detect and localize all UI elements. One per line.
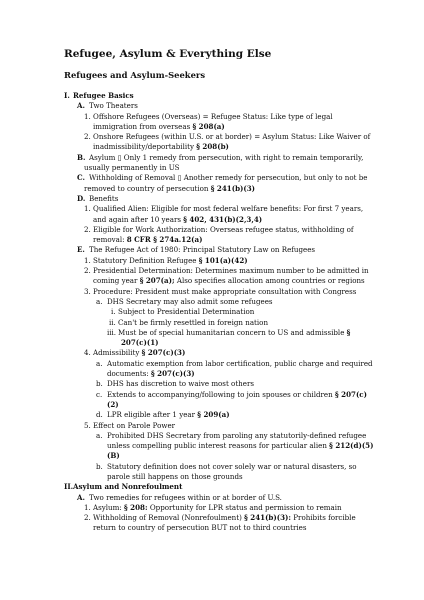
- text-run: Extends to accompanying/following to join spouses or children: [107, 389, 335, 399]
- list-marker: A.: [77, 492, 85, 502]
- text-run: Automatic exemption from labor certification, public charge and required: [107, 358, 373, 368]
- outline-line: [0, 431, 424, 441]
- outline-line: [0, 245, 424, 255]
- outline-line: [0, 225, 424, 235]
- citation-text: (2): [107, 399, 119, 409]
- citation-text: § 208:: [123, 502, 148, 512]
- citation-text: § 209(a): [197, 410, 230, 420]
- text-run: LPR eligible after 1 year: [107, 410, 198, 420]
- outline-line: [0, 132, 424, 142]
- line-text: [84, 163, 180, 173]
- text-run: Eligible for Work Authorization: Overseas refugee status, withholding of: [93, 224, 354, 234]
- outline-line: [0, 153, 424, 163]
- line-text: [93, 503, 342, 513]
- list-marker: C.: [77, 173, 85, 183]
- outline-line: [0, 410, 424, 420]
- outline-line: [0, 163, 424, 173]
- line-text: [93, 421, 175, 431]
- outline-line: [0, 142, 424, 152]
- text-run: Statutory Definition Refugee: [93, 255, 199, 265]
- text-run: DHS has discretion to waive most others: [107, 379, 254, 389]
- list-marker: d.: [96, 410, 103, 420]
- outline-line: [0, 493, 424, 503]
- text-run: inadmissibility/deportability: [93, 142, 197, 152]
- line-text: [107, 451, 120, 461]
- list-marker: c.: [96, 389, 103, 399]
- line-text: [107, 359, 373, 369]
- citation-text: § 207(c): [334, 389, 367, 399]
- outline-line: [0, 256, 424, 266]
- outline-line: [0, 379, 424, 389]
- outline-line: [0, 328, 424, 338]
- text-run: Effect on Parole Power: [93, 420, 176, 430]
- line-text: [93, 122, 225, 132]
- line-text: [93, 112, 333, 122]
- list-marker: 2.: [84, 132, 91, 142]
- line-text: [93, 225, 354, 235]
- outline-line: [0, 318, 424, 328]
- list-marker: 1.: [84, 111, 91, 121]
- text-run: return to country of persecution BUT not to third countries: [93, 523, 307, 533]
- citation-text: Asylum and Nonrefoulment: [73, 482, 183, 492]
- line-text: [107, 400, 119, 410]
- text-run: Must be of special humanitarian concern to US and admissible: [118, 327, 347, 337]
- citation-text: Refugee Basics: [73, 91, 134, 100]
- text-run: documents:: [107, 369, 151, 379]
- text-run: Withholding of Removal ▯ Another remedy for persecution, but only to not be: [89, 173, 368, 183]
- line-text: [107, 472, 243, 482]
- outline-line: [0, 359, 424, 369]
- outline-line: [0, 462, 424, 472]
- text-run: DHS Secretary may also admit some refugees: [107, 296, 273, 306]
- list-marker: 2.: [84, 513, 91, 523]
- line-text: [93, 523, 306, 533]
- list-marker: i.: [111, 307, 116, 317]
- list-marker: 4.: [84, 348, 91, 358]
- outline-line: [0, 266, 424, 276]
- outline-line: [0, 513, 424, 523]
- text-run: Admissibility: [93, 348, 142, 358]
- list-marker: 2.: [84, 266, 91, 276]
- text-run: Prohibits forcible: [291, 513, 356, 523]
- list-marker: 1.: [84, 255, 91, 265]
- text-run: Prohibited DHS Secretary from paroling any statutorily-defined refugee: [107, 430, 367, 440]
- outline-line: [0, 184, 424, 194]
- line-text: [89, 194, 118, 204]
- list-marker: B.: [77, 152, 86, 162]
- text-run: Also specifies allocation among countries or regions: [174, 276, 365, 286]
- line-text: [107, 390, 367, 400]
- outline-line: [0, 472, 424, 482]
- text-run: Benefits: [89, 193, 119, 203]
- outline-line: [0, 112, 424, 122]
- line-text: [107, 297, 273, 307]
- text-run: Withholding of Removal (Nonrefoulment): [93, 513, 245, 523]
- citation-text: § 207(a);: [139, 276, 175, 286]
- document-title: Refugee, Asylum & Everything Else: [64, 48, 272, 60]
- outline-line: [0, 122, 424, 132]
- citation-text: § 207(c)(3): [150, 369, 195, 379]
- outline-line: [0, 215, 424, 225]
- citation-text: 8 CFR § 274a.12(a): [126, 235, 203, 245]
- text-run: Qualified Alien: Eligible for most federal welfare benefits: For first 7 years,: [93, 204, 364, 214]
- text-run: Presidential Determination: Determines maximum number to be admitted in: [93, 266, 369, 276]
- line-text: [107, 441, 373, 451]
- list-marker: ii.: [109, 317, 116, 327]
- citation-text: § 212(d)(5): [329, 441, 374, 451]
- line-text: [89, 173, 367, 183]
- citation-text: § 402, 431(b)(2,3,4): [183, 214, 263, 224]
- line-text: [107, 379, 254, 389]
- text-run: Can't be firmly resettled in foreign nation: [118, 317, 269, 327]
- line-text: [93, 513, 356, 523]
- citation-text: § 208(a): [192, 121, 225, 131]
- line-text: [93, 287, 356, 297]
- outline-line: [0, 503, 424, 513]
- outline-line: [0, 307, 424, 317]
- citation-text: (B): [107, 451, 120, 461]
- list-marker: iii.: [107, 327, 117, 337]
- list-marker: I.: [64, 91, 70, 100]
- outline-line: [0, 338, 424, 348]
- text-run: Onshore Refugees (within U.S. or at border) = Asylum Status: Like Waiver of: [93, 132, 371, 142]
- line-text: [73, 91, 134, 101]
- list-marker: E.: [77, 245, 85, 255]
- text-run: unless compelling public interest reasons for particular alien: [107, 441, 330, 451]
- list-marker: 2.: [84, 224, 91, 234]
- text-run: and again after 10 years: [93, 214, 184, 224]
- outline-line: [0, 348, 424, 358]
- text-run: Statutory definition does not cover solely war or natural disasters, so: [107, 461, 357, 471]
- list-marker: a.: [96, 430, 103, 440]
- citation-text: 207(c)(1): [121, 338, 159, 348]
- text-run: Subject to Presidential Determination: [118, 307, 255, 317]
- line-text: [93, 256, 248, 266]
- line-text: [93, 132, 370, 142]
- line-text: [93, 142, 229, 152]
- list-marker: 1.: [84, 204, 91, 214]
- outline-line: [0, 173, 424, 183]
- text-run: removed to country of persecution: [84, 183, 211, 193]
- outline-line: [0, 276, 424, 286]
- text-run: Two Theaters: [89, 101, 138, 111]
- text-run: Two remedies for refugees within or at border of U.S.: [89, 492, 282, 502]
- outline-line: [0, 204, 424, 214]
- line-text: [107, 369, 195, 379]
- outline-line: [0, 194, 424, 204]
- outline-line: [0, 482, 424, 492]
- list-marker: 1.: [84, 502, 91, 512]
- line-text: [93, 235, 202, 245]
- list-marker: b.: [96, 379, 103, 389]
- list-marker: 5.: [84, 420, 91, 430]
- citation-text: § 241(b)(3): [210, 183, 256, 193]
- outline-line: [0, 451, 424, 461]
- citation-text: § 101(a)(42): [198, 255, 248, 265]
- text-run: Asylum:: [93, 502, 124, 512]
- outline-line: [0, 441, 424, 451]
- list-marker: a.: [96, 358, 103, 368]
- text-run: usually permanently in US: [84, 163, 180, 173]
- text-run: parole still happens on those grounds: [107, 471, 243, 481]
- line-text: [107, 462, 357, 472]
- outline-line: [0, 235, 424, 245]
- citation-text: §: [346, 327, 351, 337]
- line-text: [107, 410, 230, 420]
- line-text: [118, 328, 350, 338]
- line-text: [93, 266, 369, 276]
- line-text: [73, 482, 182, 492]
- list-marker: 3.: [84, 286, 91, 296]
- outline-line: [0, 91, 424, 101]
- outline-line: [0, 297, 424, 307]
- text-run: removal:: [93, 235, 127, 245]
- citation-text: § 207(c)(3): [141, 348, 186, 358]
- list-marker: II.: [64, 482, 74, 492]
- text-run: The Refugee Act of 1980: Principal Statutory Law on Refugees: [89, 245, 316, 255]
- line-text: [121, 338, 159, 348]
- text-run: immigration from overseas: [93, 121, 193, 131]
- line-text: [118, 318, 268, 328]
- line-text: [89, 153, 363, 163]
- text-run: Asylum ▯ Only 1 remedy from persecution, with right to remain temporarily,: [89, 152, 364, 162]
- line-text: [84, 184, 255, 194]
- section-subtitle: Refugees and Asylum-Seekers: [64, 70, 206, 80]
- list-marker: a.: [96, 296, 103, 306]
- list-marker: A.: [77, 101, 85, 111]
- outline-line: [0, 421, 424, 431]
- list-marker: D.: [77, 193, 86, 203]
- list-marker: b.: [96, 461, 103, 471]
- line-text: [89, 493, 282, 503]
- outline-line: [0, 400, 424, 410]
- citation-text: § 208(b): [196, 142, 229, 152]
- line-text: [93, 215, 262, 225]
- line-text: [89, 245, 315, 255]
- line-text: [93, 348, 185, 358]
- line-text: [118, 307, 254, 317]
- line-text: [93, 276, 365, 286]
- text-run: Offshore Refugees (Overseas) = Refugee Status: Like type of legal: [93, 111, 333, 121]
- outline-list: [0, 91, 424, 534]
- line-text: [107, 431, 366, 441]
- outline-line: [0, 287, 424, 297]
- outline-line: [0, 369, 424, 379]
- text-run: coming year: [93, 276, 140, 286]
- line-text: [89, 101, 138, 111]
- outline-line: [0, 390, 424, 400]
- line-text: [93, 204, 363, 214]
- outline-line: [0, 101, 424, 111]
- text-run: Opportunity for LPR status and permission to remain: [147, 502, 342, 512]
- text-run: Procedure: President must make appropriate consultation with Congress: [93, 286, 357, 296]
- citation-text: § 241(b)(3):: [244, 513, 292, 523]
- outline-line: [0, 523, 424, 533]
